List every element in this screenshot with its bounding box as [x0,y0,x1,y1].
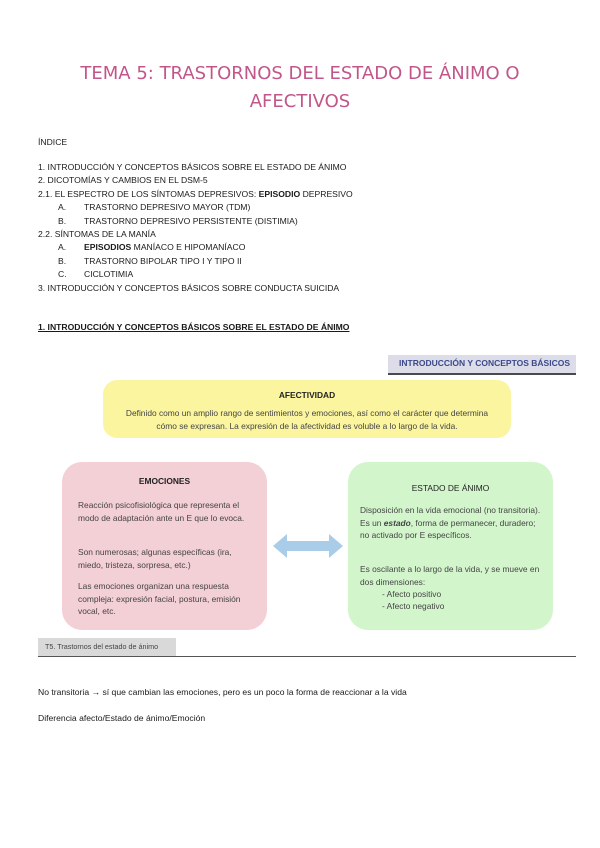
slide-header [388,355,576,375]
toc-item-1: 1. INTRODUCCIÓN Y CONCEPTOS BÁSICOS SOBRE EL ESTADO DE ÁNIMO [38,162,347,172]
emociones-box [62,462,267,630]
afectividad-title: AFECTIVIDAD [278,390,336,400]
index-heading: ÍNDICE [38,137,68,147]
estado-paragraph-1: Disposición en la vida emocional (no transitoria). Es un estado, forma de permanecer, duradero; no activado por E específicos. [360,505,541,540]
toc-item-2-2-c: C. CICLOTIMIA [58,269,134,280]
toc-item-3: 3. INTRODUCCIÓN Y CONCEPTOS BÁSICOS SOBRE CONDUCTA SUICIDA [38,282,340,293]
section-heading: 1. INTRODUCCIÓN Y CONCEPTOS BÁSICOS SOBRE EL ESTADO DE ÁNIMO [38,322,350,332]
document-title [40,60,560,116]
toc-item-2-2: 2.2. SÍNTOMAS DE LA MANÍA [38,229,156,240]
toc-item-2-1: 2.1. EL ESPECTRO DE LOS SÍNTOMAS DEPRESIVOS: EPISODIO DEPRESIVO [38,188,353,199]
note-diferencia: Diferencia afecto/Estado de ánimo/Emoción [38,713,206,723]
note-no-transitoria: No transitoria → sí que cambian las emociones, pero es un poco la forma de reaccionar a la vida [38,687,407,697]
slide-header-text: INTRODUCCIÓN Y CONCEPTOS BÁSICOS [399,358,570,368]
double-arrow-icon [273,533,343,559]
slide-footer-divider [38,656,576,657]
toc-item-2: 2. DICOTOMÍAS Y CAMBIOS EN EL DSM-5 [38,175,208,186]
emociones-paragraph-1: Reacción psicofisiológica que representa el modo de adaptación ante un E que lo evoca. [78,500,245,523]
estado-bullet-negativo: - Afecto negativo [382,601,445,611]
table-of-contents [38,161,353,295]
estado-paragraph-2: Es oscilante a lo largo de la vida, y se mueve en dos dimensiones: [360,564,540,587]
slide-footer-label: T5. Trastornos del estado de ánimo [45,642,159,651]
toc-item-2-2-b: B. TRASTORNO BIPOLAR TIPO I Y TIPO II [58,255,242,266]
emociones-title: EMOCIONES [138,476,191,486]
afectividad-text: Definido como un amplio rango de sentimientos y emociones, así como el carácter que determina cómo se expresan. La expresión de la afectividad es voluble a lo largo de la vida. [125,408,489,431]
toc-item-2-2-a: A. EPISODIOS MANÍACO E HIPOMANÍACO [58,242,246,253]
afectividad-box [103,380,511,438]
slide-footer [38,638,176,656]
title-line-1: TEMA 5: TRASTORNOS DEL ESTADO DE ÁNIMO O [80,63,520,84]
slide-diagram [38,355,576,658]
toc-item-2-1-b: B. TRASTORNO DEPRESIVO PERSISTENTE (DISTIMIA) [58,215,298,226]
toc-item-2-1-a: A. TRASTORNO DEPRESIVO MAYOR (TDM) [58,202,251,213]
title-line-2: AFECTIVOS [249,91,351,112]
estado-title: ESTADO DE ÁNIMO [411,483,490,493]
estado-de-animo-box [348,462,553,630]
emociones-paragraph-3: Las emociones organizan una respuesta compleja: expresión facial, postura, emisión vocal, etc. [78,581,241,616]
emociones-paragraph-2: Son numerosas; algunas específicas (ira, miedo, tristeza, sorpresa, etc.) [78,547,232,570]
estado-bullet-positivo: - Afecto positivo [382,589,442,599]
